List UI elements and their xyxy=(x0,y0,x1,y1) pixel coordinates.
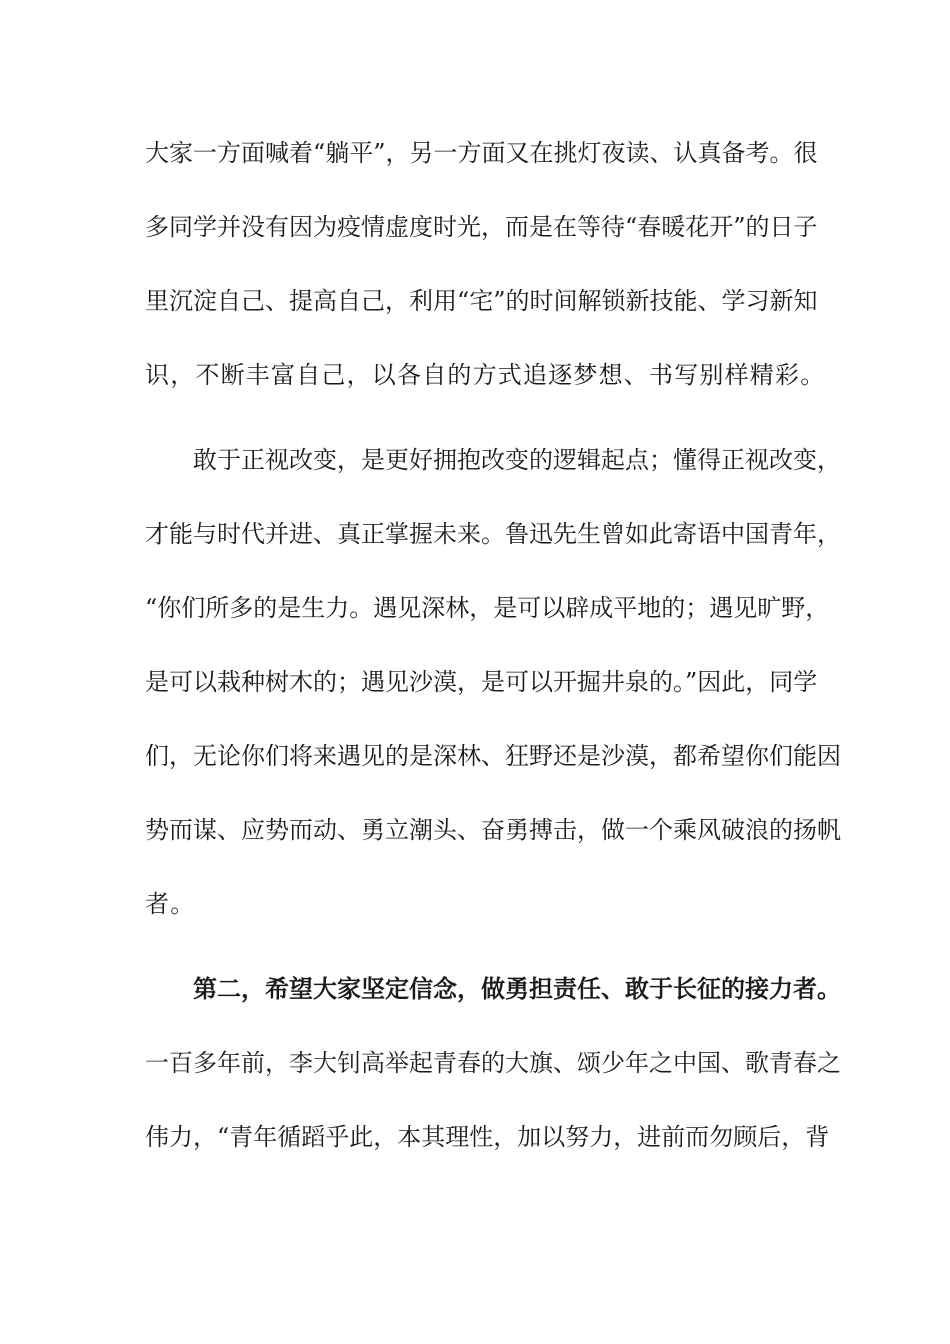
paragraph-line: 大家一方面喊着“躺平”，另一方面又在挑灯夜读、认真备考。很 xyxy=(145,139,818,167)
paragraph-line: 敢于正视改变，是更好拥抱改变的逻辑起点；懂得正视改变， xyxy=(193,446,841,474)
paragraph-line: 才能与时代并进、真正掌握未来。鲁迅先生曾如此寄语中国青年， xyxy=(145,520,841,548)
paragraph-line: 里沉淀自己、提高自己，利用“宅”的时间解锁新技能、学习新知 xyxy=(145,287,818,315)
paragraph-line: 伟力，“青年循蹈乎此，本其理性，加以努力，进前而勿顾后，背 xyxy=(145,1123,830,1151)
paragraph-line: 多同学并没有因为疫情虚度时光，而是在等待“春暖花开”的日子 xyxy=(145,213,818,241)
paragraph-line: 一百多年前，李大钊高举起青春的大旗、颂少年之中国、歌青春之 xyxy=(145,1049,841,1077)
paragraph-line: 势而谋、应势而动、勇立潮头、奋勇搏击，做一个乘风破浪的扬帆 xyxy=(145,816,841,844)
paragraph-line: 者。 xyxy=(145,890,196,918)
paragraph-line: 们，无论你们将来遇见的是深林、狂野还是沙漠，都希望你们能因 xyxy=(145,742,841,770)
paragraph-line: “你们所多的是生力。遇见深林，是可以辟成平地的；遇见旷野， xyxy=(145,594,830,622)
paragraph-line: 是可以栽种树木的；遇见沙漠，是可以开掘井泉的。”因此，同学 xyxy=(145,668,818,696)
section-heading: 第二，希望大家坚定信念，做勇担责任、敢于长征的接力者。 xyxy=(193,974,841,1003)
paragraph-line: 识，不断丰富自己，以各自的方式追逐梦想、书写别样精彩。 xyxy=(145,361,826,389)
